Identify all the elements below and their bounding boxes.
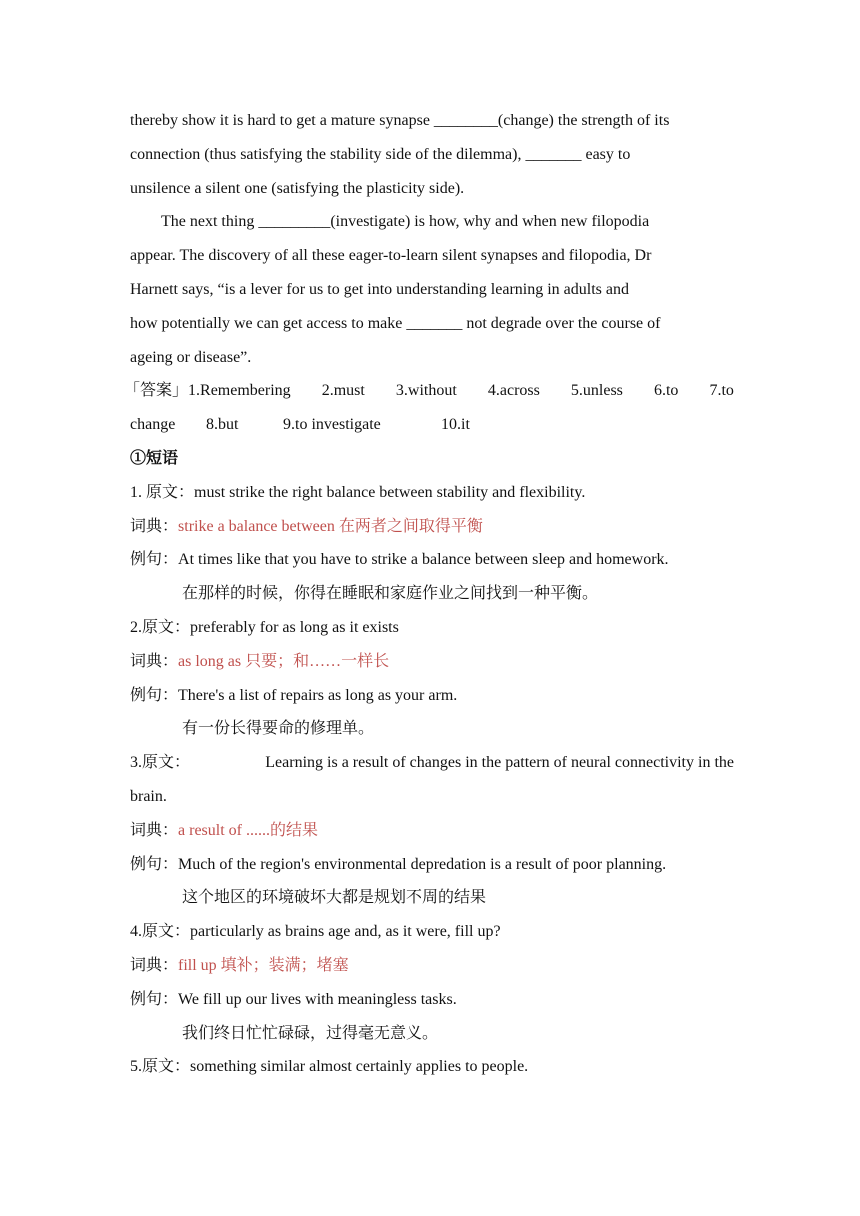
source-line-continued: brain. (130, 787, 167, 805)
source-line (130, 611, 734, 645)
source-line (130, 476, 734, 510)
passage-line: connection (thus satisfying the stability side of the dilemma), _______ easy to (130, 145, 631, 163)
example-en: We fill up our lives with meaningless tasks. (178, 990, 457, 1008)
dict-line (130, 510, 734, 544)
answer-item: 2.must (321, 382, 365, 400)
source-line (130, 746, 734, 780)
dict-text: fill up 填补；装满；堵塞 (178, 956, 349, 974)
dict-text: as long as 只要；和……一样长 (178, 652, 390, 670)
example-en: At times like that you have to strike a balance between sleep and homework. (178, 551, 669, 569)
dict-label: 词典： (130, 821, 179, 839)
example-en: There's a list of repairs as long as your arm. (178, 686, 458, 704)
answer-item: 8.but (206, 416, 239, 434)
phrase-entry-2 (130, 611, 734, 746)
answer-item: 10.it (441, 416, 470, 434)
answer-item: 3.without (395, 382, 457, 400)
example-line (130, 983, 734, 1017)
example-line (130, 679, 734, 713)
answer-label: 「答案」 (124, 382, 189, 400)
answer-line-2 (130, 408, 734, 442)
passage-line: Harnett says, “is a lever for us to get into understanding learning in adults and (130, 280, 629, 298)
dict-label: 词典： (130, 956, 179, 974)
example-line (130, 848, 734, 882)
answer-key (124, 374, 734, 442)
source-line (130, 915, 734, 949)
answer-item: 7.to (709, 382, 734, 400)
example-en: Much of the region's environmental depredation is a result of poor planning. (178, 855, 667, 873)
example-cn: 有一份长得要命的修理单。 (182, 720, 375, 738)
source-label: 4.原文： (130, 923, 191, 941)
dict-line (130, 949, 734, 983)
source-text: something similar almost certainly applies to people. (190, 1058, 529, 1076)
dict-text: strike a balance between 在两者之间取得平衡 (178, 517, 483, 535)
answer-line-1 (124, 374, 734, 408)
source-label: 5.原文： (130, 1058, 191, 1076)
dict-label: 词典： (130, 517, 179, 535)
source-label: 3.原文： (130, 754, 191, 772)
source-line (130, 1050, 734, 1084)
section-title: ①短语 (130, 449, 179, 467)
passage-line: The next thing _________(investigate) is how, why and when new filopodia (161, 213, 650, 231)
passage-line: appear. The discovery of all these eager-to-learn silent synapses and filopodia, Dr (130, 247, 652, 265)
passage-line: how potentially we can get access to make _______ not degrade over the course of (130, 314, 661, 332)
passage-line: ageing or disease”. (130, 348, 252, 366)
answer-item: 5.unless (570, 382, 623, 400)
example-label: 例句： (130, 855, 179, 873)
answer-item: 1.Remembering (188, 382, 291, 400)
source-text: Learning is a result of changes in the pattern of neural connectivity in the (265, 754, 734, 772)
example-cn: 在那样的时候，你得在睡眠和家庭作业之间找到一种平衡。 (182, 585, 599, 603)
answer-item: 9.to investigate (283, 416, 381, 434)
phrase-entry-4 (130, 915, 734, 1050)
passage-paragraph-1 (130, 104, 734, 205)
dict-label: 词典： (130, 652, 179, 670)
answer-item: change (130, 416, 176, 434)
example-cn: 这个地区的环境破坏大都是规划不周的结果 (182, 889, 487, 907)
phrase-entry-5 (130, 1050, 734, 1084)
passage-line: unsilence a silent one (satisfying the plasticity side). (130, 179, 465, 197)
phrase-entry-3 (130, 746, 734, 915)
phrase-entry-1 (130, 476, 734, 611)
passage-line: thereby show it is hard to get a mature synapse ________(change) the strength of its (130, 112, 670, 129)
example-label: 例句： (130, 551, 179, 569)
source-text: particularly as brains age and, as it were, fill up? (190, 923, 501, 941)
source-text: preferably for as long as it exists (190, 618, 399, 636)
example-line (130, 543, 734, 577)
answer-item: 6.to (653, 382, 679, 400)
example-label: 例句： (130, 990, 179, 1008)
example-label: 例句： (130, 686, 179, 704)
dict-line (130, 645, 734, 679)
example-cn: 我们终日忙忙碌碌，过得毫无意义。 (182, 1024, 439, 1042)
document-page (124, 104, 734, 1084)
dict-line (130, 814, 734, 848)
passage-paragraph-2 (130, 205, 734, 374)
answer-item: 4.across (487, 382, 540, 400)
answer-label-and-first (124, 374, 291, 408)
dict-text: a result of ......的结果 (178, 821, 318, 839)
source-label: 1. 原文： (130, 483, 195, 501)
source-text: must strike the right balance between stability and flexibility. (194, 483, 586, 501)
source-label: 2.原文： (130, 618, 191, 636)
